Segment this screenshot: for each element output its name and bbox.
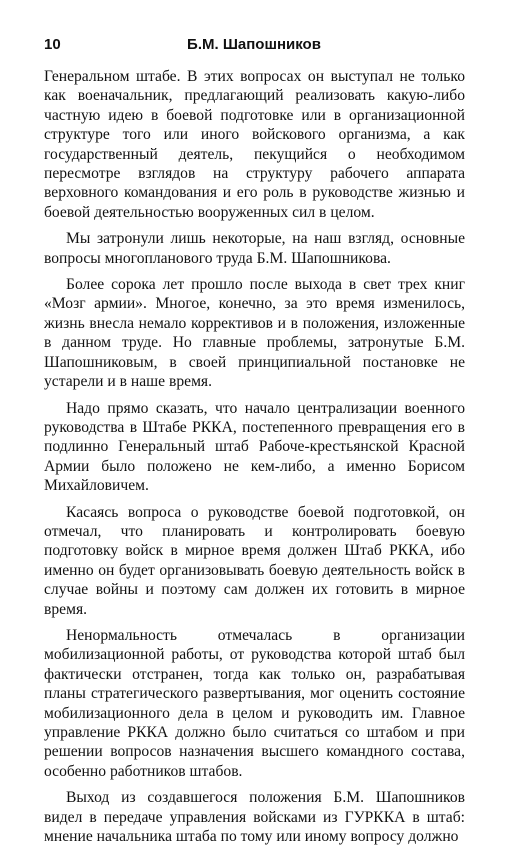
page-number: 10 bbox=[44, 36, 61, 53]
paragraph: Надо прямо сказать, что начало централизации военного руководства в Штабе РККА, постепенного превращения его в подлинно Генеральный штаб Рабоче-крестьянской Красной Армии было положено не кем-либо, а именно Борисом Михайловичем. bbox=[44, 399, 465, 495]
paragraph: Касаясь вопроса о руководстве боевой подготовкой, он отмечал, что планировать и контролировать боевую подготовку войск в мирное время должен Штаб РККА, ибо именно он будет организовывать боевую деятельность войск в случае войны и поэтому сам должен их готовить в мирное время. bbox=[44, 503, 465, 618]
page-header bbox=[44, 36, 464, 56]
paragraph: Более сорока лет прошло после выхода в свет трех книг «Мозг армии». Многое, конечно, за это время изменилось, жизнь внесла немало коррективов и в положения, изложенные в данном труде. Но главные проблемы, затронутые Б.М. Шапошниковым, в своей принципиальной постановке не устарели и в наше время. bbox=[44, 276, 465, 391]
body-text bbox=[44, 67, 465, 853]
paragraph: Мы затронули лишь некоторые, на наш взгляд, основные вопросы многопланового труда Б.М. Шапошникова. bbox=[44, 230, 465, 267]
paragraph: Ненормальность отмечалась в организации мобилизационной работы, от руководства которой штаб был фактически отстранен, тогда как только он, разрабатывая планы стратегического развертывания, мог оценить состояние мобилизационного дела в целом и руководить им. Главное управление РККА должно было считаться со штабом и при решении вопросов назначения высшего командного состава, особенно работников штабов. bbox=[44, 626, 465, 780]
running-title: Б.М. Шапошников bbox=[187, 36, 321, 53]
paragraph: Выход из создавшегося положения Б.М. Шапошников видел в передаче управления войсками из ГУРККА в штаб: мнение начальника штаба по тому или иному вопросу должно bbox=[44, 789, 465, 846]
paragraph-continued: Генеральном штабе. В этих вопросах он выступал не только как военачальник, предлагающий реализовать какую-либо частную идею в боевой подготовке или в организационной структуре того или иного войскового организма, а как государственный деятель, пекущийся о необходимом пересмотре взглядов на структуру рабочего аппарата верховного командования и его роль в руководстве жизнью и боевой деятельностью вооруженных сил в целом. bbox=[44, 68, 465, 221]
